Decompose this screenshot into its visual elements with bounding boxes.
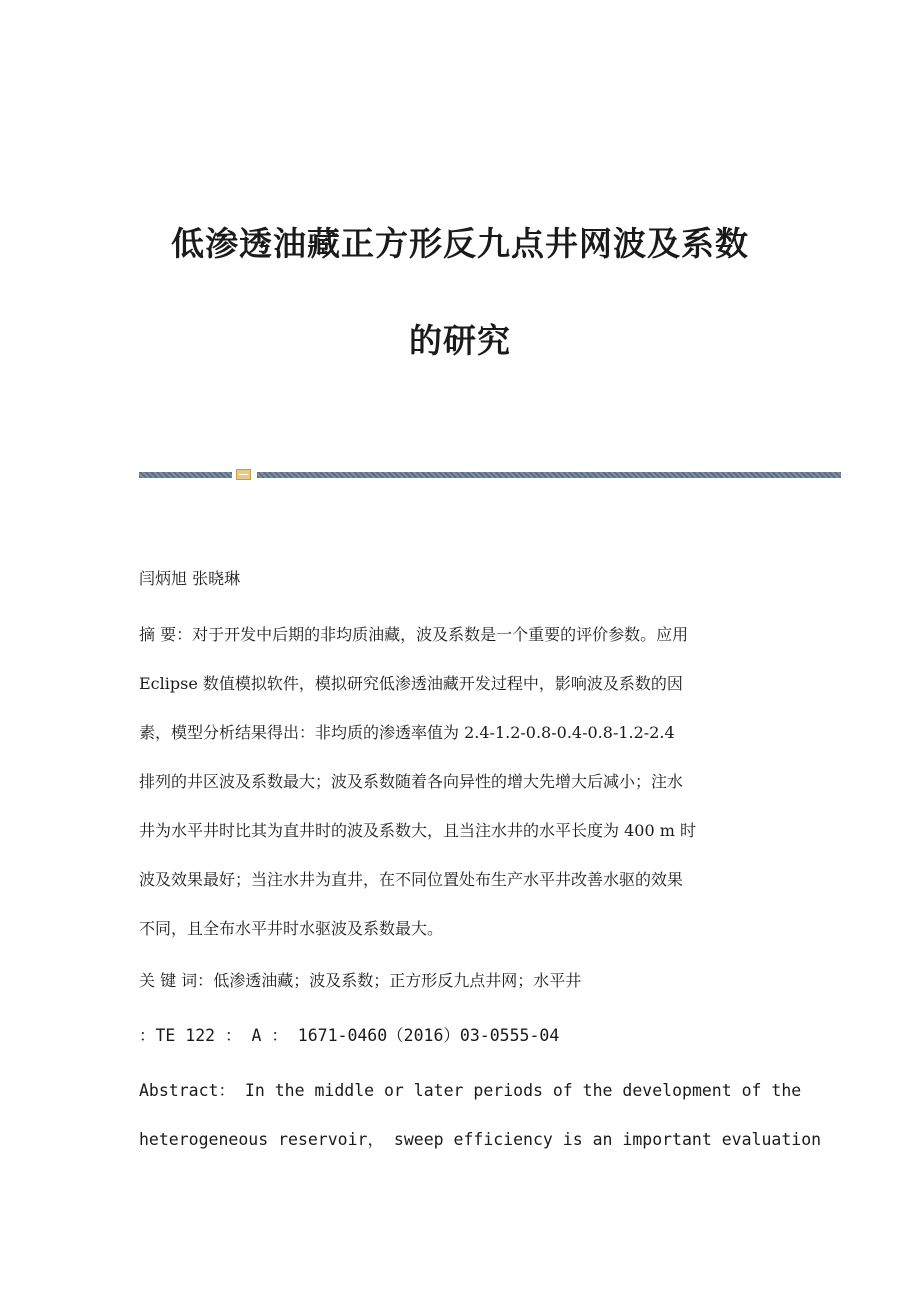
- abstract-cn-line: 排列的井区波及系数最大；波及系数随着各向异性的增大先增大后减小；注水: [139, 772, 684, 791]
- paper-title-line-2: 的研究: [409, 321, 511, 360]
- abstract-cn-line: Eclipse 数值模拟软件，模拟研究低渗透油藏开发过程中，影响波及系数的因: [139, 674, 683, 693]
- keywords: [139, 973, 581, 989]
- abstract-cn-line: 不同，且全布水平井时水驱波及系数最大。: [139, 919, 444, 938]
- abstract-en-line: heterogeneous reservoir， sweep efficiency is an important evaluation: [139, 1130, 822, 1149]
- authors: 闫炳旭 张晓琳: [139, 569, 241, 588]
- decorative-divider: [139, 468, 841, 482]
- abstract-cn-text: 对于开发中后期的非均质油藏，波及系数是一个重要的评价参数。应用: [192, 625, 689, 644]
- divider-bar-left: [139, 472, 232, 478]
- keywords-label: 关 键 词：: [139, 971, 214, 990]
- abstract-cn-line: 井为水平井时比其为直井时的波及系数大，且当注水井的水平长度为 400 m 时: [139, 821, 696, 840]
- abstract-cn-line: 波及效果最好；当注水井为直井，在不同位置处布生产水平井改善水驱的效果: [139, 870, 684, 889]
- abstract-cn-label: 摘 要：: [139, 625, 193, 644]
- abstract-en-line: [139, 1083, 801, 1099]
- abstract-cn-line: [139, 627, 688, 643]
- keywords-value: 低渗透油藏；波及系数；正方形反九点井网；水平井: [213, 971, 582, 990]
- paper-title-line-1: 低渗透油藏正方形反九点井网波及系数: [171, 224, 749, 263]
- divider-ornament-icon: [236, 469, 251, 480]
- divider-bar-right: [257, 472, 841, 478]
- abstract-cn-line: 素，模型分析结果得出：非均质的渗透率值为 2.4-1.2-0.8-0.4-0.8-1.2-2.4: [139, 723, 675, 742]
- classification-line: ：TE 122 ： A ： 1671-0460（2016）03-0555-04: [139, 1026, 560, 1045]
- abstract-en-label: Abstract：: [139, 1081, 235, 1100]
- abstract-en-text: In the middle or later periods of the development of the: [234, 1081, 802, 1100]
